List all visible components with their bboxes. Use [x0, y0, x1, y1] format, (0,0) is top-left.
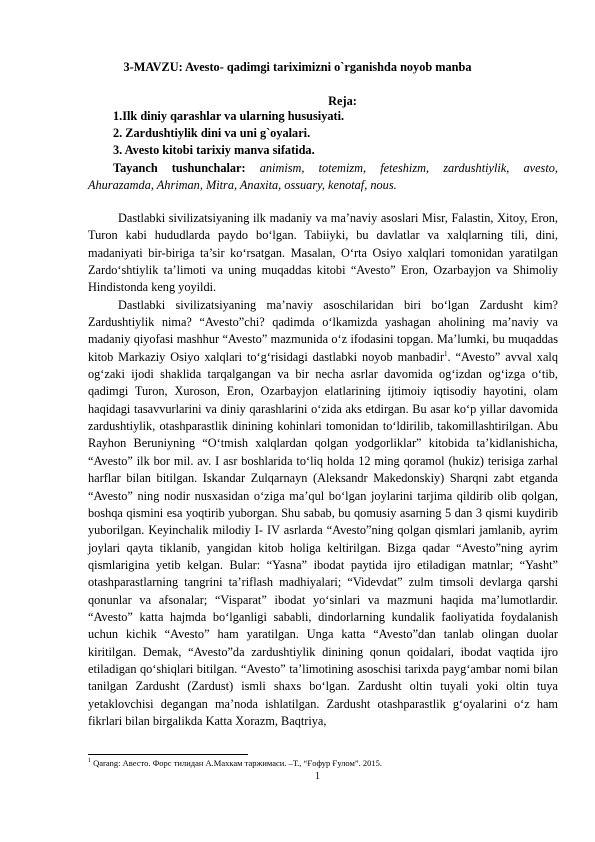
paragraph-2 [88, 297, 558, 731]
footnote [88, 758, 382, 769]
plan-list [113, 108, 344, 159]
page-number: 1 [315, 771, 320, 782]
paragraph-2-rest: . “Avesto” avval xalq og‘zaki ijodi shaklida tarqalgangan va bir necha asrlar davomida og‘izdan og‘izga o‘tib, qadimgi Turon, Xuroson, Eron, Ozarbayjon elatlarining ijtimoiy iqtisodiy hayotini, olam haqidagi tasavvurlarini va diniy qarashlarini o‘zida aks etdirgan. Bu asar ko‘p yillar davomida zardushtiylik, otashparastlik dinining kohinlari tomonidan to‘ldirilib, takomillashtirilgan. Abu Rayhon Beruniyning “O‘tmish xalqlardan qolgan yodgorliklar” kitobida ta’kidlanishicha, “Avesto” ilk bor mil. av. I asr boshlarida to‘liq holda 12 ming qoramol (hukiz) terisiga zarhal harflar bilan bitilgan. Iskandar Zulqarnayn (Aleksandr Makedonskiy) Sharqni zabt etganda “Avesto” ning nodir nusxasidan o‘ziga ma’qul bo‘lgan joylarini tarjima qildirib olib qolgan, boshqa qismini esa yoqtirib yuborgan. Shu sabab, bu qomusiy asarning 5 dan 3 qismi kuydirib yuborilgan. Keyinchalik milodiy I- IV asrlarda “Avesto”ning qolgan qismlari jamlanib, ayrim joylari qayta tiklanib, yangidan kitob holiga keltirilgan. Bizga qadar “Avesto”ning ayrim qismlarigina yetib kelgan. Bular: “Yasna” ibodat paytida ijro etiladigan matnlar; “Yasht” otashparastlarning tangrini ta’riflash madhiyalari; “Videvdat” zulm timsoli devlarga qarshi qonunlar va afsonalar; “Visparat” ibodat yo‘sinlari va mazmuni haqida ma’lumotlardir. “Avesto” katta hajmda bo‘lganligi sababli, dindorlarning kundalik faoliyatida foydalanish uchun kichik “Avesto” ham yaratilgan. Unga katta “Avesto”dan tanlab olingan duolar kiritilgan. Demak, “Avesto”da zardushtiylik dinining qonun qoidalari, ibodat vaqtida ijro etiladigan qo‘shiqlari bitilgan. “Avesto” ta’limotining asoschisi tarixda payg‘ambar nomi bilan tanilgan Zardusht (Zardust) ismli shaxs bo‘lgan. Zardusht oltin tuyali yoki oltin tuya yetaklovchisi degangan ma’noda ishlatilgan. Zardusht otashparastlik g‘oyalarini o‘z ham fikrlari bilan birgalikda Katta Xorazm, Baqtriya, [88, 349, 558, 728]
body-text [88, 210, 558, 730]
key-concepts [88, 160, 558, 194]
paragraph-1: Dastlabki sivilizatsiyaning ilk madaniy va ma’naviy asoslari Misr, Falastin, Xitoy, Eron, Turon kabi hududlarda paydo bo‘lgan. Tabiiyki, bu davlatlar va xalqlarning tili, dini, madaniyati bir-biriga ta’sir ko‘rsatgan. Masalan, O‘rta Osiyo xalqlari tomonidan yaratilgan Zardo‘shtiylik ta’limoti va uning muqaddas kitobi “Avesto” Eron, Ozarbayjon va Shimoliy Hindistonda keng yoyildi. [88, 211, 558, 295]
plan-item: 1.Ilk diniy qarashlar va ularning hususiyati. [113, 109, 345, 123]
plan-item: 2. Zardushtiylik dini va uni g`oyalari. [113, 126, 311, 140]
topic-title: 3-MAVZU: Avesto- qadimgi tariximizni o`rganishda noyob manba [123, 60, 472, 74]
plan-item: 3. Avesto kitobi tarixiy manva sifatida. [113, 143, 315, 157]
footnote-divider [88, 754, 248, 755]
key-concepts-label: Tayanch tushunchalar: [113, 161, 246, 175]
footnote-text: Qarang: Авесто. Форс тилидан А.Махкам таржимаси. –Т., “Ғофур Ғулом”. 2015. [91, 758, 383, 768]
paragraph-2-start: Dastlabki sivilizatsiyaning ma’naviy asoschilaridan biri bo‘lgan Zardusht kim? Zardushtiylik nima? “Avesto”chi? qadimda o‘lkamizda yashagan aholining ma’naviy va madaniy qiyofasi mashhur “Avesto” mazmunida o‘z ifodasini topgan. Ma’lumki, bu muqaddas kitob Markaziy Osiyo xalqlari to‘g‘risidagi dastlabki noyob manbadir [88, 297, 558, 364]
footnote-reference[interactable]: 1 [444, 349, 448, 358]
plan-heading: Reja: [328, 94, 357, 108]
key-concepts-list: animism, totemizm, feteshizm, zardushtiylik, avesto, Ahurazamda, Ahriman, Mitra, Anaxita, ossuary, kenotaf, nous. [88, 161, 558, 192]
footnote-marker: 1 [88, 758, 91, 765]
